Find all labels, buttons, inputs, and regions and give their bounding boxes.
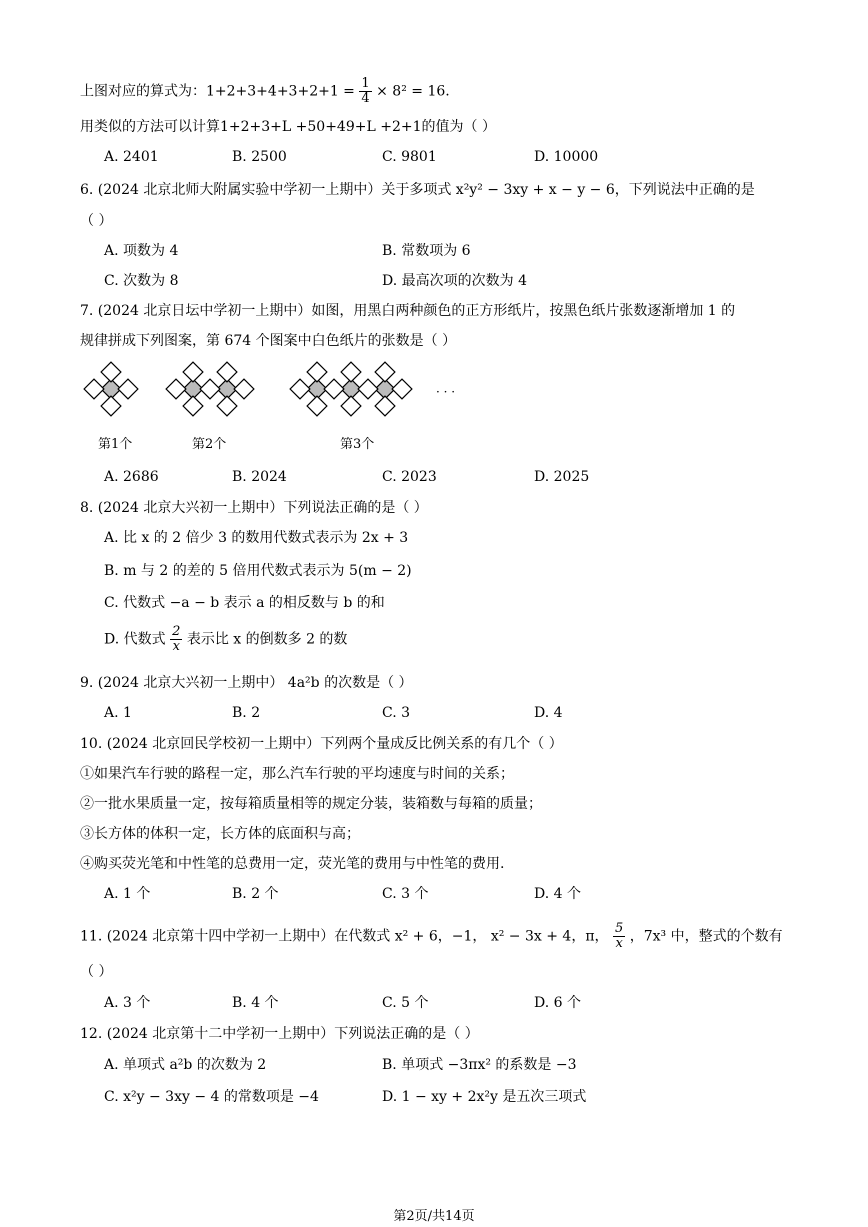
q11-stem-prefix: 11. (2024 北京第十四中学初一上期中）在代数式 x² + 6，−1， x² − 3x + 4，π，: [80, 928, 609, 945]
q11-frac-den: x: [615, 936, 623, 951]
q8-stem: 8. (2024 北京大兴初一上期中）下列说法正确的是（ ）: [80, 500, 428, 516]
q5-formula-prefix: 上图对应的算式为：1+2+3+4+3+2+1 =: [80, 83, 355, 100]
q8-d-fraction: [170, 625, 182, 654]
q7-option-d: D. 2025: [534, 469, 590, 485]
q12-stem: 12. (2024 北京第十二中学初一上期中）下列说法正确的是（ ）: [80, 1026, 479, 1042]
q6-paren: （ ）: [80, 213, 113, 229]
q8-d-suffix: 表示比 x 的倒数多 2 的数: [186, 631, 348, 648]
q10-option-d: D. 4 个: [534, 886, 581, 902]
q8-d-frac-den: x: [172, 639, 180, 654]
q7-stem-line2: 规律拼成下列图案，第 674 个图案中白色纸片的张数是（ ）: [80, 333, 457, 349]
q10-item-3: ③长方体的体积一定，长方体的底面积与高；: [80, 826, 360, 842]
pattern-1: [84, 362, 138, 416]
q5-formula-line: [80, 77, 450, 106]
q12-option-b: B. 单项式 −3πx² 的系数是 −3: [382, 1057, 577, 1073]
q7-pattern-figure: [80, 360, 480, 430]
q5-option-c: C. 9801: [382, 149, 437, 165]
q11-option-b: B. 4 个: [232, 995, 279, 1011]
pattern-2: [166, 362, 254, 416]
q6-option-d: D. 最高次项的次数为 4: [382, 273, 527, 289]
q5-question-line: 用类似的方法可以计算1+2+3+L +50+49+L +2+1的值为（ ）: [80, 119, 496, 135]
q6-stem: 6. (2024 北京北师大附属实验中学初一上期中）关于多项式 x²y² − 3xy + x − y − 6，下列说法中正确的是: [80, 182, 755, 198]
q10-item-2: ②一批水果质量一定，按每箱质量相等的规定分装，装箱数与每箱的质量；: [80, 796, 542, 812]
q8-option-a: A. 比 x 的 2 倍少 3 的数用代数式表示为 2x + 3: [104, 530, 409, 546]
q8-option-c: C. 代数式 −a − b 表示 a 的相反数与 b 的和: [104, 595, 385, 611]
q10-option-a: A. 1 个: [104, 886, 151, 902]
q12-option-c: C. x²y − 3xy − 4 的常数项是 −4: [104, 1089, 319, 1105]
q8-d-frac-num: 2: [172, 624, 181, 639]
q7-label-2: 第2个: [192, 437, 227, 452]
q7-option-c: C. 2023: [382, 469, 437, 485]
q10-item-4: ④购买荧光笔和中性笔的总费用一定，荧光笔的费用与中性笔的费用.: [80, 856, 505, 872]
q5-formula-suffix: × 8² = 16.: [376, 83, 450, 100]
q7-label-3: 第3个: [340, 437, 375, 452]
q5-option-d: D. 10000: [534, 149, 599, 165]
q9-option-a: A. 1: [104, 705, 132, 721]
q11-option-a: A. 3 个: [104, 995, 151, 1011]
q6-option-c: C. 次数为 8: [104, 273, 179, 289]
page-number-footer: 第2页/共14页: [393, 1209, 475, 1224]
q5-option-a: A. 2401: [104, 149, 159, 165]
q11-fraction: [613, 922, 625, 951]
q10-option-b: B. 2 个: [232, 886, 279, 902]
pattern-3: [290, 362, 412, 416]
q8-option-d: [104, 625, 347, 654]
q11-paren: （ ）: [80, 964, 113, 980]
q8-d-prefix: D. 代数式: [104, 631, 166, 648]
q5-frac-den: 4: [361, 91, 370, 106]
q8-option-b: B. m 与 2 的差的 5 倍用代数式表示为 5(m − 2): [104, 563, 412, 579]
q11-option-c: C. 5 个: [382, 995, 429, 1011]
q6-option-b: B. 常数项为 6: [382, 243, 471, 259]
q5-fraction: [359, 77, 371, 106]
q6-option-a: A. 项数为 4: [104, 243, 179, 259]
q9-option-c: C. 3: [382, 705, 411, 721]
q9-option-d: D. 4: [534, 705, 563, 721]
q10-stem: 10. (2024 北京回民学校初一上期中）下列两个量成反比例关系的有几个（ ）: [80, 736, 563, 752]
q9-stem: 9. (2024 北京大兴初一上期中） 4a²b 的次数是（ ）: [80, 675, 413, 691]
q7-stem-line1: 7. (2024 北京日坛中学初一上期中）如图，用黑白两种颜色的正方形纸片，按黑色纸片张数逐渐增加 1 的: [80, 303, 736, 319]
q10-option-c: C. 3 个: [382, 886, 429, 902]
q5-frac-num: 1: [361, 76, 370, 91]
q11-frac-num: 5: [614, 921, 624, 936]
q12-option-d: D. 1 − xy + 2x²y 是五次三项式: [382, 1089, 587, 1105]
q7-ellipsis: · · ·: [436, 385, 456, 399]
q12-option-a: A. 单项式 a²b 的次数为 2: [104, 1057, 267, 1073]
q11-stem-suffix: ，7x³ 中，整式的个数有: [629, 928, 783, 945]
q5-option-b: B. 2500: [232, 149, 287, 165]
q11-stem: [80, 922, 783, 951]
q7-option-b: B. 2024: [232, 469, 287, 485]
q9-option-b: B. 2: [232, 705, 261, 721]
q10-item-1: ①如果汽车行驶的路程一定，那么汽车行驶的平均速度与时间的关系；: [80, 766, 514, 782]
q7-option-a: A. 2686: [104, 469, 159, 485]
q7-label-1: 第1个: [98, 437, 133, 452]
q11-option-d: D. 6 个: [534, 995, 581, 1011]
